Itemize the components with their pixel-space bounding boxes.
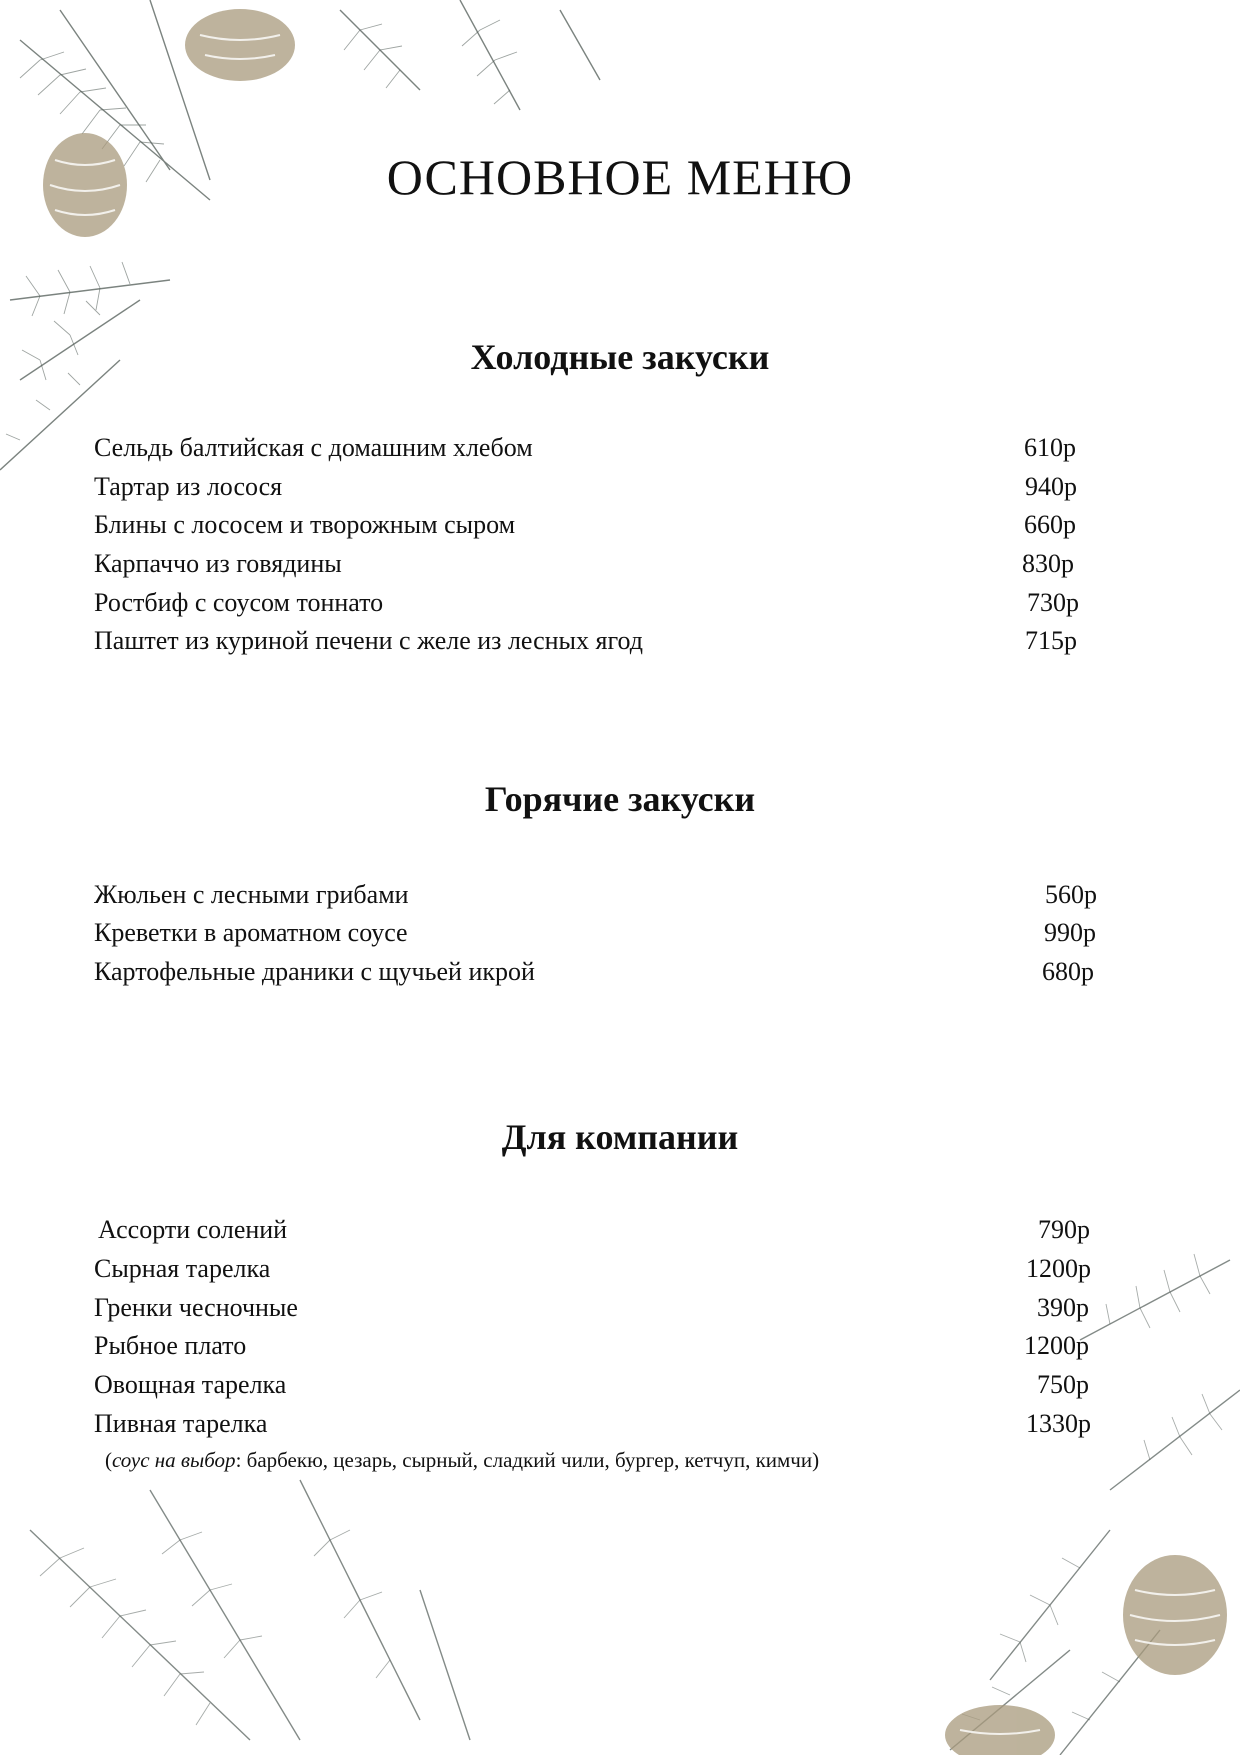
sauce-note-text: : барбекю, цезарь, сырный, сладкий чили, бургер, кетчуп, кимчи): [235, 1448, 820, 1472]
menu-item-name: Овощная тарелка: [94, 1370, 287, 1399]
menu-item: [94, 584, 1114, 622]
menu-item-price: 390р: [1037, 1293, 1089, 1322]
menu-item-name: Пивная тарелка: [94, 1409, 268, 1438]
menu-item-name: Рыбное плато: [94, 1331, 247, 1360]
menu-item: [94, 953, 1114, 991]
menu-item-price: 715р: [1025, 626, 1077, 655]
section-heading-hot-starters: Горячие закуски: [484, 779, 756, 819]
menu-item-name: Сырная тарелка: [94, 1254, 271, 1283]
menu-item: [94, 876, 1114, 914]
menu-item: [94, 1250, 1114, 1288]
pine-branch-icon: [0, 1470, 480, 1755]
menu-item-name: Креветки в ароматном соусе: [94, 918, 408, 947]
menu-item: [94, 1211, 1114, 1249]
menu-item: [94, 545, 1114, 583]
menu-item-name: Карпаччо из говядины: [94, 549, 342, 578]
menu-item-price: 1200р: [1024, 1331, 1089, 1360]
menu-item-name: Ростбиф с соусом тоннато: [94, 588, 384, 617]
menu-item-name: Жюльен с лесными грибами: [94, 880, 409, 909]
menu-item-price: 610р: [1024, 433, 1076, 462]
menu-item-price: 830р: [1022, 549, 1074, 578]
menu-item-price: 940р: [1025, 472, 1077, 501]
menu-item-price: 790р: [1038, 1215, 1090, 1244]
menu-item: [94, 429, 1114, 467]
menu-item-price: 1330р: [1026, 1409, 1091, 1438]
sauce-note: [105, 1446, 819, 1474]
menu-item-name: Тартар из лосося: [94, 472, 283, 501]
menu-item-price: 680р: [1042, 957, 1094, 986]
menu-item: [94, 1289, 1114, 1327]
menu-item-name: Паштет из куриной печени с желе из лесных ягод: [94, 626, 643, 655]
menu-item-price: 560р: [1045, 880, 1097, 909]
pine-cone-icon: [945, 1555, 1227, 1755]
sauce-note-label: соус на выбор: [112, 1448, 236, 1472]
menu-item-price: 730р: [1027, 588, 1079, 617]
menu-item: [94, 1327, 1114, 1365]
menu-item: [94, 506, 1114, 544]
menu-item-price: 1200р: [1026, 1254, 1091, 1283]
section-heading-for-company: Для компании: [501, 1117, 739, 1157]
menu-item-price: 990р: [1044, 918, 1096, 947]
menu-item-name: Ассорти солений: [98, 1215, 288, 1244]
menu-item: [94, 622, 1114, 660]
menu-item: [94, 468, 1114, 506]
menu-item-price: 660р: [1024, 510, 1076, 539]
menu-item: [94, 1366, 1114, 1404]
section-heading-cold-starters: Холодные закуски: [470, 337, 770, 377]
page-title: ОСНОВНОЕ МЕНЮ: [386, 149, 854, 205]
sauce-note-open: (: [105, 1448, 112, 1472]
menu-item: [94, 1405, 1114, 1443]
menu-item: [94, 914, 1114, 952]
menu-item-name: Картофельные драники с щучьей икрой: [94, 957, 535, 986]
menu-item-name: Гренки чесночные: [94, 1293, 298, 1322]
menu-item-name: Блины с лососем и творожным сыром: [94, 510, 516, 539]
menu-item-name: Сельдь балтийская с домашним хлебом: [94, 433, 533, 462]
menu-item-price: 750р: [1037, 1370, 1089, 1399]
